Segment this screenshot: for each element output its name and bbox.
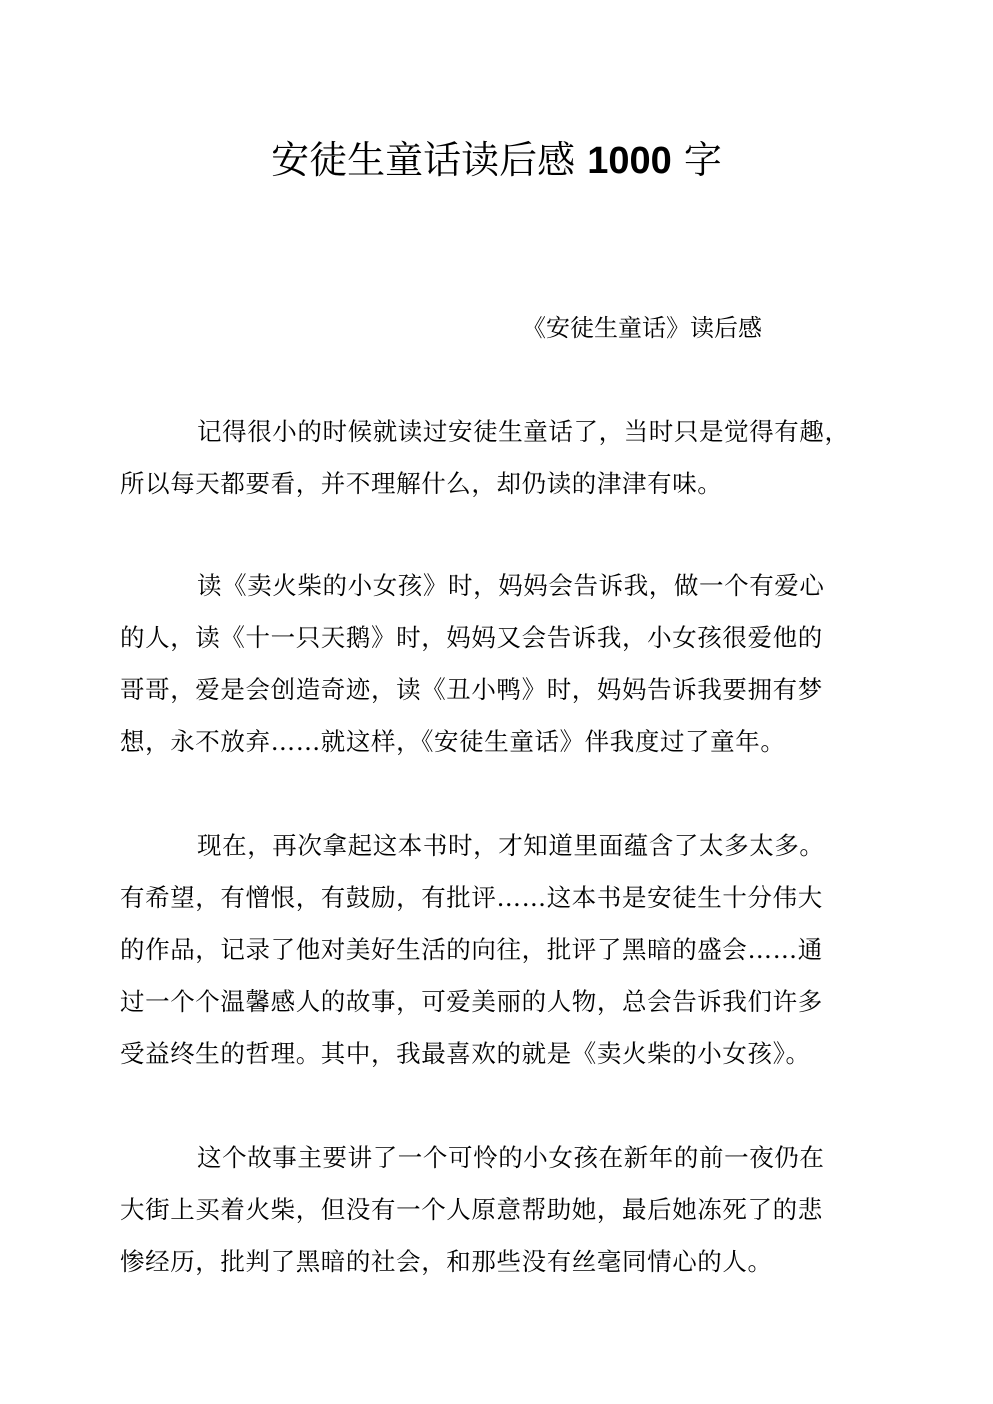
paragraph-line: 惨经历，批判了黑暗的社会，和那些没有丝毫同情心的人。 [120, 1247, 773, 1276]
paragraph-line: 想，永不放弃……就这样，《安徒生童话》伴我度过了童年。 [120, 727, 786, 756]
title-text: 安徒生童话读后感 [271, 138, 576, 182]
paragraph-line: 现在，再次拿起这本书时，才知道里面蕴含了太多太多。 [197, 831, 825, 860]
paragraph-line: 这个故事主要讲了一个可怜的小女孩在新年的前一夜仍在 [197, 1143, 825, 1172]
document-subtitle: 《安徒生童话》读后感 [522, 314, 762, 342]
paragraph-line: 读《卖火柴的小女孩》时，妈妈会告诉我，做一个有爱心 [197, 571, 825, 600]
title-number: 1000 [587, 140, 672, 182]
paragraph-line: 受益终生的哲理。其中，我最喜欢的就是《卖火柴的小女孩》。 [120, 1039, 811, 1068]
paragraph-line: 有希望，有憎恨，有鼓励，有批评……这本书是安徒生十分伟大 [120, 883, 823, 912]
paragraph-line: 大街上买着火柴，但没有一个人原意帮助她，最后她冻死了的悲 [120, 1195, 823, 1224]
paragraph-line: 过一个个温馨感人的故事，可爱美丽的人物，总会告诉我们许多 [120, 987, 823, 1016]
paragraph-line: 的人，读《十一只天鹅》时，妈妈又会告诉我，小女孩很爱他的 [120, 623, 823, 652]
paragraph-line: 哥哥，爱是会创造奇迹，读《丑小鸭》时，妈妈告诉我要拥有梦 [120, 675, 823, 704]
document-title [0, 134, 993, 187]
paragraph-line: 所以每天都要看，并不理解什么，却仍读的津津有味。 [120, 469, 723, 498]
paragraph-line: 记得很小的时候就读过安徒生童话了，当时只是觉得有趣， [197, 417, 850, 446]
title-suffix: 字 [683, 138, 722, 182]
paragraph-line: 的作品，记录了他对美好生活的向往，批评了黑暗的盛会……通 [120, 935, 823, 964]
